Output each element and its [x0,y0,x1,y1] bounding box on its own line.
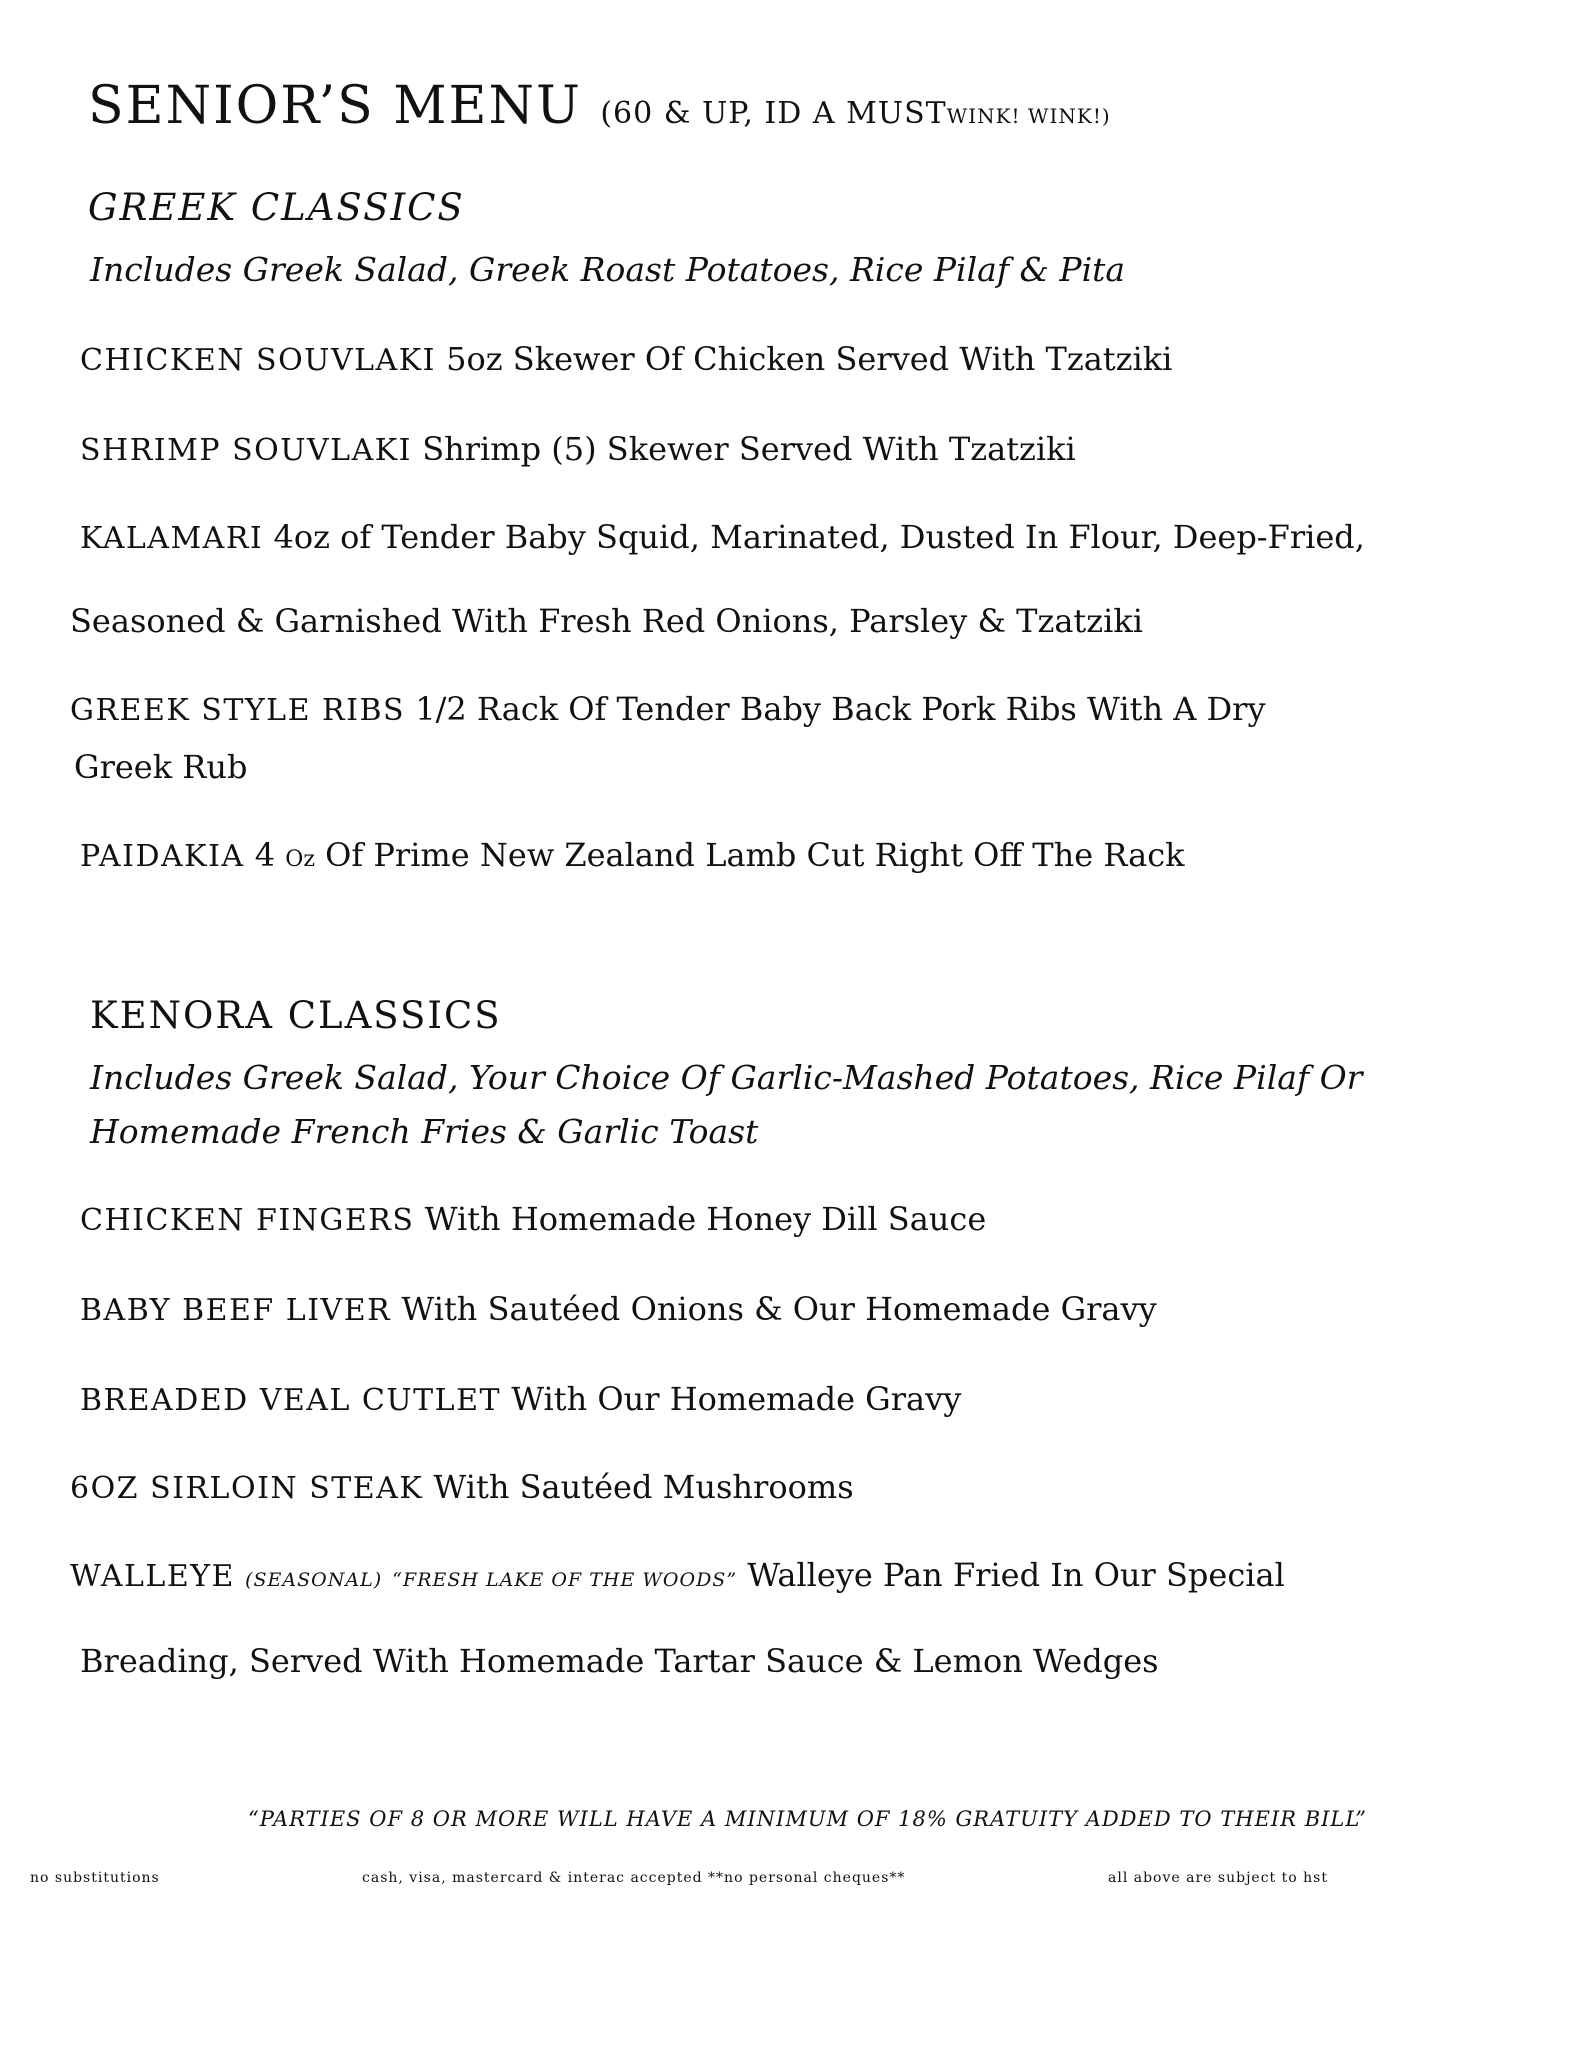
item-name: WALLEYE [70,1559,235,1594]
item-desc: Of Prime New Zealand Lamb Cut Right Off The Rack [325,836,1185,874]
item-desc: With Sautéed Mushrooms [433,1468,854,1506]
age-note: (60 & UP, ID A MUST [600,96,947,131]
item-desc: Shrimp (5) Skewer Served With Tzatziki [422,430,1076,468]
item-seasonal-note: (SEASONAL) [245,1569,383,1591]
item-name: 6OZ SIRLOIN STEAK [70,1471,424,1506]
item-desc: 1/2 Rack Of Tender Baby Back Pork Ribs With A Dry [415,690,1266,728]
item-desc: 4oz of Tender Baby Squid, Marinated, Dusted In Flour, Deep-Fried, [273,518,1365,556]
menu-item-breaded-veal-cutlet [80,1380,961,1418]
menu-item-kalamari [80,518,1365,556]
item-desc: With Sautéed Onions & Our Homemade Gravy [401,1290,1157,1328]
menu-item-walleye-continued: Breading, Served With Homemade Tartar Sauce & Lemon Wedges [80,1642,1159,1680]
section-desc-kenora-line1: Includes Greek Salad, Your Choice Of Garlic-Mashed Potatoes, Rice Pilaf Or [90,1058,1363,1097]
item-fresh-note: “FRESH LAKE OF THE WOODS” [392,1569,738,1591]
item-name: BREADED VEAL CUTLET [80,1383,502,1418]
item-desc: 5oz Skewer Of Chicken Served With Tzatziki [446,340,1173,378]
menu-item-sirloin-steak [70,1468,854,1506]
payment-note: cash, visa, mastercard & interac accepted **no personal cheques** [362,1870,906,1886]
item-name: KALAMARI [80,521,264,556]
tax-note: all above are subject to hst [1108,1870,1328,1886]
menu-item-ribs-continued: Greek Rub [74,748,248,786]
section-title-greek: GREEK CLASSICS [88,186,465,229]
item-desc: Walleye Pan Fried In Our Special [747,1556,1285,1594]
item-desc-unit: Oz [285,847,315,872]
item-desc-qty: 4 [254,836,276,874]
menu-title: SENIOR’S MENU [88,76,582,136]
menu-item-shrimp-souvlaki [80,430,1076,468]
wink-note: WINK! WINK!) [946,104,1111,128]
item-desc: With Our Homemade Gravy [511,1380,962,1418]
section-desc-greek: Includes Greek Salad, Greek Roast Potatoes, Rice Pilaf & Pita [90,250,1126,289]
item-name: CHICKEN SOUVLAKI [80,343,436,378]
section-desc-kenora-line2: Homemade French Fries & Garlic Toast [90,1112,759,1151]
menu-item-greek-style-ribs [70,690,1266,728]
gratuity-notice: “PARTIES OF 8 OR MORE WILL HAVE A MINIMUM OF 18% GRATUITY ADDED TO THEIR BILL” [248,1807,1368,1831]
item-desc: With Homemade Honey Dill Sauce [424,1200,987,1238]
item-name: SHRIMP SOUVLAKI [80,433,413,468]
section-title-kenora: KENORA CLASSICS [90,994,502,1037]
item-name: CHICKEN FINGERS [80,1203,415,1238]
item-name: PAIDAKIA [80,839,245,874]
item-name: BABY BEEF LIVER [80,1293,392,1328]
page-title [88,76,1111,136]
menu-item-baby-beef-liver [80,1290,1157,1328]
menu-item-chicken-fingers [80,1200,986,1238]
menu-item-chicken-souvlaki [80,340,1172,378]
menu-item-walleye [70,1556,1285,1594]
menu-item-paidakia [80,836,1185,874]
item-name: GREEK STYLE RIBS [70,693,406,728]
no-substitutions-note: no substitutions [30,1870,160,1886]
menu-item-kalamari-continued: Seasoned & Garnished With Fresh Red Onions, Parsley & Tzatziki [70,602,1143,640]
